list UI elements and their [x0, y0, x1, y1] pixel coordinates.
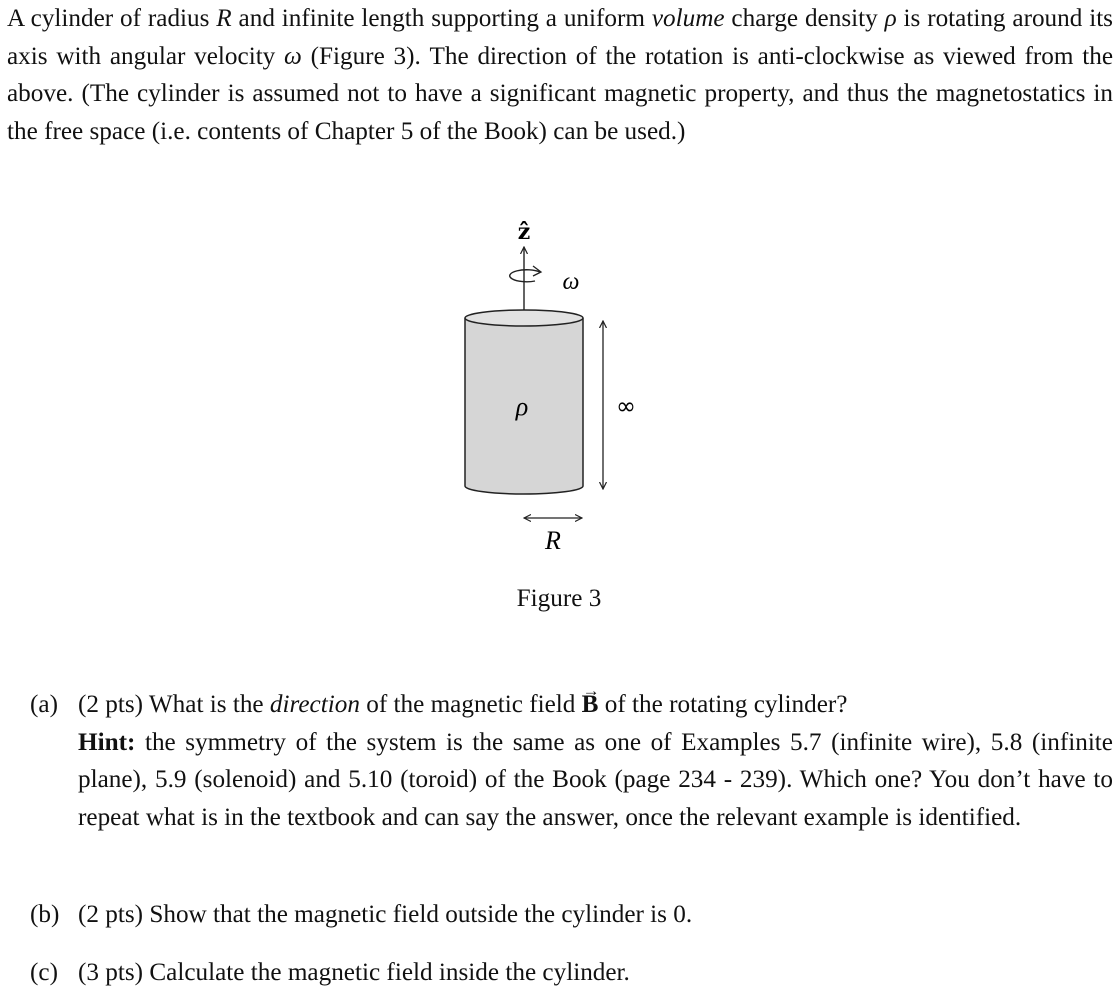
- hint-label: Hint:: [78, 728, 136, 756]
- question-a-label: (a): [30, 691, 58, 718]
- question-a-text: (2 pts) What is the: [78, 691, 270, 718]
- vector-b-symbol: → B: [582, 686, 599, 724]
- axis-label-zhat: ẑ: [517, 219, 531, 245]
- question-c-text: (3 pts) Calculate the magnetic field inside the cylinder.: [78, 959, 630, 986]
- rho-label: ρ: [515, 392, 529, 421]
- question-b: [30, 896, 1113, 934]
- symbol-radius: R: [216, 5, 232, 32]
- intro-text-4: is rotating around its axis with angular velocity: [7, 5, 1113, 70]
- figure-caption: Figure 3: [516, 585, 602, 612]
- emphasis-direction: direction: [269, 691, 360, 718]
- question-a: [30, 686, 1113, 836]
- question-c-label: (c): [30, 959, 58, 986]
- intro-text-2: and infinite length supporting a uniform: [231, 5, 652, 32]
- radius-label: R: [545, 526, 561, 555]
- length-label-infinity: ∞: [616, 392, 636, 420]
- emphasis-volume: volume: [651, 5, 725, 32]
- symbol-rho: ρ: [884, 5, 897, 32]
- symbol-omega: ω: [284, 42, 302, 70]
- omega-label: ω: [562, 269, 580, 295]
- question-b-text: (2 pts) Show that the magnetic field outside the cylinder is: [78, 901, 674, 928]
- intro-text-1: A cylinder of radius: [7, 5, 217, 32]
- question-a-text-3: of the rotating cylinder?: [598, 691, 848, 718]
- question-a-text-2: of the magnetic field: [359, 691, 582, 718]
- hint-text: the symmetry of the system is the same as one of Examples 5.7 (infinite wire), 5.8 (infinite plane), 5.9 (solenoid) and 5.10 (toroid) of the Book (page 234 - 239). Which one? You don’t have to repeat what is in the textbook and can say the answer, once the relevant example is identified.: [78, 728, 1113, 831]
- rotation-arrow: [510, 270, 540, 282]
- intro-text-5: (Figure 3). The direction of the rotation is anti-clockwise as viewed from the above. (The cylinder is assumed not to have a significant magnetic property, and thus the magnetostatics in the free space (i.e. contents of Chapter 5 of the Book) can be used.): [7, 42, 1113, 145]
- cylinder-top: [465, 310, 583, 326]
- question-b-value: 0: [673, 901, 686, 928]
- intro-text-3: charge density: [724, 5, 885, 32]
- question-b-label: (b): [30, 901, 60, 928]
- question-b-end: .: [685, 901, 693, 928]
- question-c: [30, 954, 1113, 992]
